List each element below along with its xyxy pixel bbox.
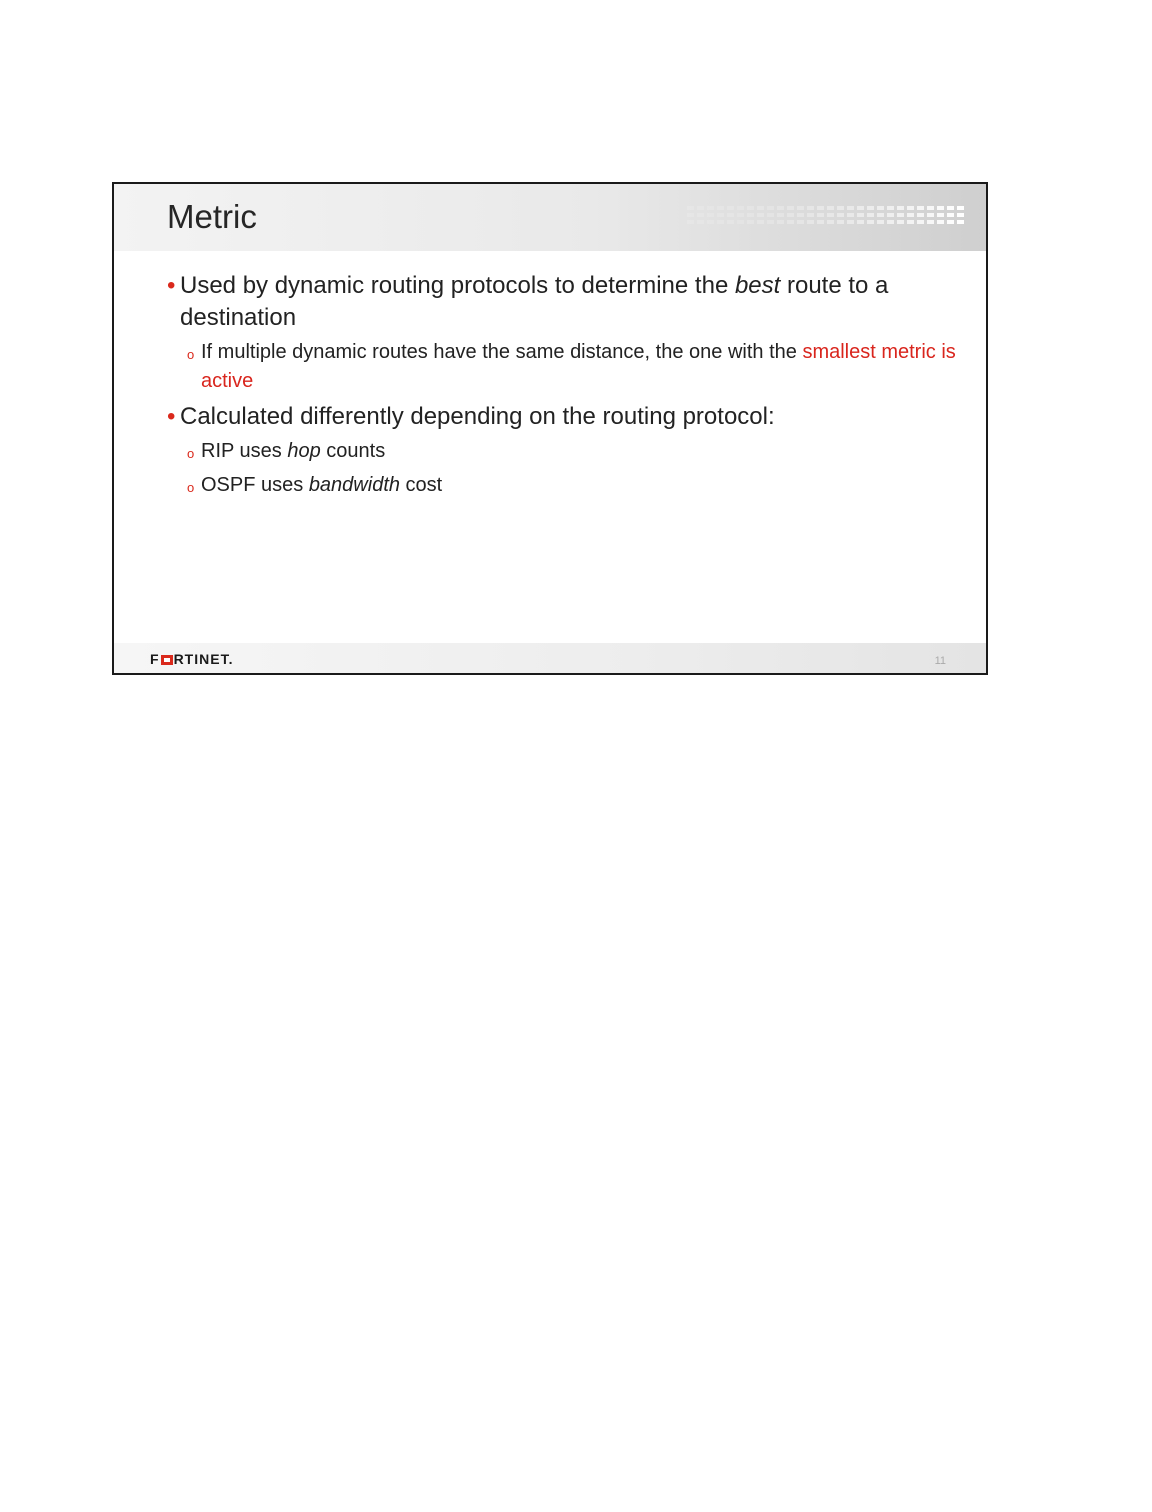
logo-text: F: [150, 651, 160, 667]
logo-text: RTINET.: [173, 651, 234, 667]
dot: [827, 220, 834, 224]
dot: [797, 213, 804, 217]
dot: [957, 206, 964, 210]
dot: [807, 220, 814, 224]
dot: [827, 213, 834, 217]
dot: [697, 220, 704, 224]
dot: [737, 220, 744, 224]
dot: [907, 220, 914, 224]
dot: [907, 206, 914, 210]
dot: [787, 220, 794, 224]
dot: [757, 206, 764, 210]
dot: [687, 213, 694, 217]
circle-bullet-icon: o: [187, 446, 195, 461]
dot: [897, 206, 904, 210]
dot: [717, 213, 724, 217]
dot: [767, 213, 774, 217]
sub-bullet-text: OSPF uses: [201, 474, 309, 496]
dot: [927, 206, 934, 210]
dot: [897, 220, 904, 224]
dot: [747, 206, 754, 210]
dot: [787, 206, 794, 210]
dot: [857, 220, 864, 224]
dot: [857, 206, 864, 210]
dot: [837, 220, 844, 224]
dot: [707, 220, 714, 224]
dot: [727, 220, 734, 224]
sub-bullet-item: [187, 471, 957, 500]
fortinet-logo: [150, 651, 233, 667]
dot: [947, 213, 954, 217]
dot: [697, 213, 704, 217]
dot: [887, 213, 894, 217]
bullet-icon: •: [167, 272, 176, 299]
sub-bullet-text: cost: [400, 474, 443, 496]
dot: [767, 206, 774, 210]
bullet-text: Calculated differently depending on the routing protocol:: [180, 403, 775, 430]
dot: [877, 213, 884, 217]
sub-bullet-emphasis: bandwidth: [308, 474, 400, 496]
dot: [827, 206, 834, 210]
dot: [717, 206, 724, 210]
dot: [927, 213, 934, 217]
dot: [707, 213, 714, 217]
slide: [112, 182, 988, 675]
dot: [867, 220, 874, 224]
dot: [917, 206, 924, 210]
dot: [777, 206, 784, 210]
dot: [937, 220, 944, 224]
dot: [917, 213, 924, 217]
sub-bullet-emphasis: hop: [287, 440, 321, 462]
dot: [807, 213, 814, 217]
dot: [877, 206, 884, 210]
dot: [707, 206, 714, 210]
dot: [867, 206, 874, 210]
dot: [747, 213, 754, 217]
dot: [857, 213, 864, 217]
dot: [727, 213, 734, 217]
slide-footer: [114, 643, 986, 673]
logo-mark-icon: [161, 655, 173, 665]
dot: [817, 220, 824, 224]
dot: [847, 206, 854, 210]
sub-bullet-text: counts: [320, 440, 386, 462]
dot: [797, 206, 804, 210]
dot: [747, 220, 754, 224]
circle-bullet-icon: o: [187, 480, 195, 495]
dot: [937, 206, 944, 210]
circle-bullet-icon: o: [187, 347, 195, 362]
dot: [777, 213, 784, 217]
dot: [837, 206, 844, 210]
dot: [937, 213, 944, 217]
dot: [797, 220, 804, 224]
dot: [757, 213, 764, 217]
dot: [717, 220, 724, 224]
sub-bullet-text: RIP uses: [201, 440, 288, 462]
bullet-item: [167, 270, 957, 334]
bullet-emphasis: best: [734, 272, 781, 299]
dot: [787, 213, 794, 217]
bullet-item: [167, 401, 957, 433]
bullet-text: Used by dynamic routing protocols to determine the: [180, 272, 735, 299]
dot: [957, 213, 964, 217]
title-bar: [114, 184, 986, 251]
dot: [737, 213, 744, 217]
dot: [947, 220, 954, 224]
dot: [727, 206, 734, 210]
dot: [867, 213, 874, 217]
sub-bullet-item: [187, 338, 957, 396]
dot: [737, 206, 744, 210]
page-number: 11: [934, 655, 946, 667]
dot: [687, 220, 694, 224]
dot: [817, 213, 824, 217]
dot: [947, 206, 954, 210]
sub-bullet-item: [187, 437, 957, 466]
dot: [917, 220, 924, 224]
dot: [757, 220, 764, 224]
dot: [767, 220, 774, 224]
dot: [837, 213, 844, 217]
slide-title: Metric: [167, 198, 257, 235]
dot: [847, 213, 854, 217]
dot: [927, 220, 934, 224]
dot: [907, 213, 914, 217]
dot: [697, 206, 704, 210]
slide-content: [167, 270, 957, 505]
bullet-text: route to a destination: [180, 272, 889, 331]
dot: [687, 206, 694, 210]
dot: [777, 220, 784, 224]
decorative-dot-pattern: [687, 206, 964, 224]
dot: [847, 220, 854, 224]
dot: [897, 213, 904, 217]
dot: [957, 220, 964, 224]
dot: [877, 220, 884, 224]
bullet-icon: •: [167, 403, 176, 430]
dot: [807, 206, 814, 210]
dot: [817, 206, 824, 210]
sub-bullet-text: If multiple dynamic routes have the same distance, the one with the: [201, 341, 803, 363]
dot: [887, 206, 894, 210]
sub-bullet-highlight: smallest metric is active: [201, 341, 956, 392]
dot: [887, 220, 894, 224]
